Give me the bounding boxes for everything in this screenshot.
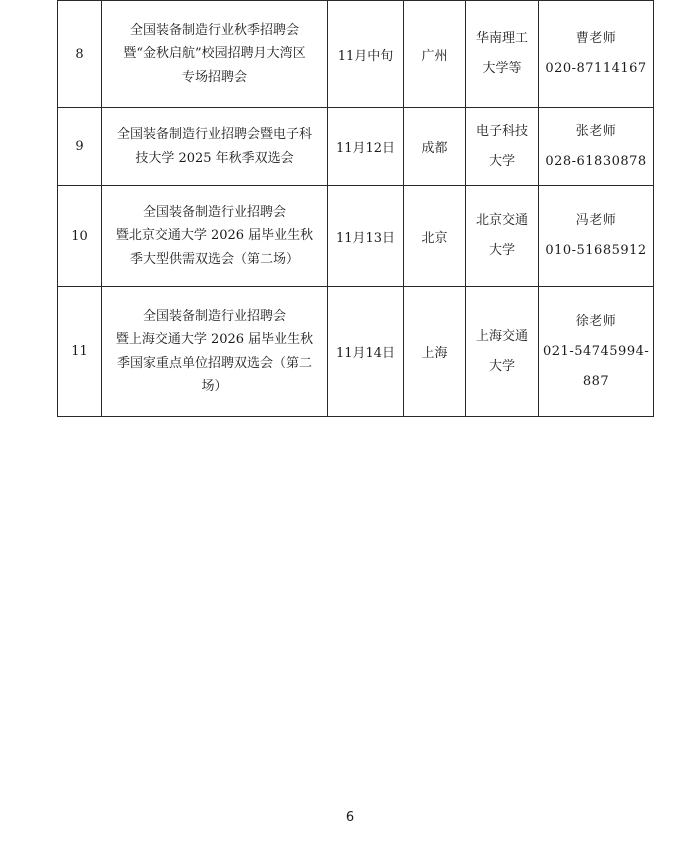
contact-info [539, 1, 654, 108]
event-name [102, 186, 328, 287]
contact-name: 曹老师 [575, 31, 617, 46]
host-organization-line: 大学 [488, 358, 515, 374]
event-name [102, 1, 328, 108]
event-name-line: 专场招聘会 [181, 69, 247, 85]
host-organization-line: 大学 [488, 243, 515, 258]
contact-info [539, 186, 654, 287]
table-row [58, 1, 654, 108]
event-city: 广州 [404, 1, 466, 108]
table-row [58, 287, 654, 417]
contact-phone: 028-61830878 [545, 153, 647, 169]
host-organization [466, 1, 539, 108]
table-row [58, 186, 654, 287]
event-name-line: 场） [201, 379, 228, 394]
event-city: 成都 [404, 108, 466, 186]
row-number: 9 [58, 108, 102, 186]
contact-phone: 021-54745994- [543, 343, 650, 359]
contact-info [539, 108, 654, 186]
host-organization [466, 186, 539, 287]
event-name-line: 季大型供需双选会（第二场） [129, 251, 299, 267]
event-date: 11月14日 [328, 287, 404, 417]
page-number: 6 [345, 810, 355, 825]
contact-phone: 010-51685912 [545, 243, 647, 258]
event-name-line: 暨北京交通大学 2026 届毕业生秋 [115, 228, 314, 244]
host-organization [466, 108, 539, 186]
table-row [58, 108, 654, 186]
contact-phone: 020-87114167 [545, 61, 647, 76]
host-organization [466, 287, 539, 417]
contact-info [539, 287, 654, 417]
contact-name: 徐老师 [575, 313, 617, 329]
host-organization-line: 电子科技 [475, 123, 528, 139]
event-date: 11月13日 [328, 186, 404, 287]
host-organization-line: 大学 [488, 153, 515, 169]
event-date: 11月12日 [328, 108, 404, 186]
event-name-line: 全国装备制造行业招聘会 [142, 204, 286, 220]
event-name-line: 技大学 2025 年秋季双选会 [135, 150, 294, 166]
event-name-line: 全国装备制造行业招聘会暨电子科 [116, 127, 312, 142]
event-name-line: 全国装备制造行业秋季招聘会 [129, 22, 299, 38]
row-number: 8 [58, 1, 102, 108]
schedule-table [57, 0, 654, 417]
event-name-line: 暨“金秋启航”校园招聘月大湾区 [123, 46, 306, 62]
event-city: 上海 [404, 287, 466, 417]
host-organization-line: 上海交通 [475, 328, 528, 344]
row-number: 11 [58, 287, 102, 417]
host-organization-line: 北京交通 [475, 213, 528, 228]
event-name [102, 287, 328, 417]
event-name-line: 季国家重点单位招聘双选会（第二 [116, 355, 312, 371]
contact-phone-extension: 887 [582, 373, 610, 389]
host-organization-line: 大学等 [482, 61, 522, 76]
event-city: 北京 [404, 186, 466, 287]
event-name-line: 暨上海交通大学 2026 届毕业生秋 [115, 332, 314, 347]
contact-name: 冯老师 [575, 213, 617, 228]
event-name-line: 全国装备制造行业招聘会 [142, 308, 286, 324]
event-name [102, 108, 328, 186]
row-number: 10 [58, 186, 102, 287]
host-organization-line: 华南理工 [475, 31, 528, 46]
contact-name: 张老师 [575, 123, 617, 139]
event-date: 11月中旬 [328, 1, 404, 108]
